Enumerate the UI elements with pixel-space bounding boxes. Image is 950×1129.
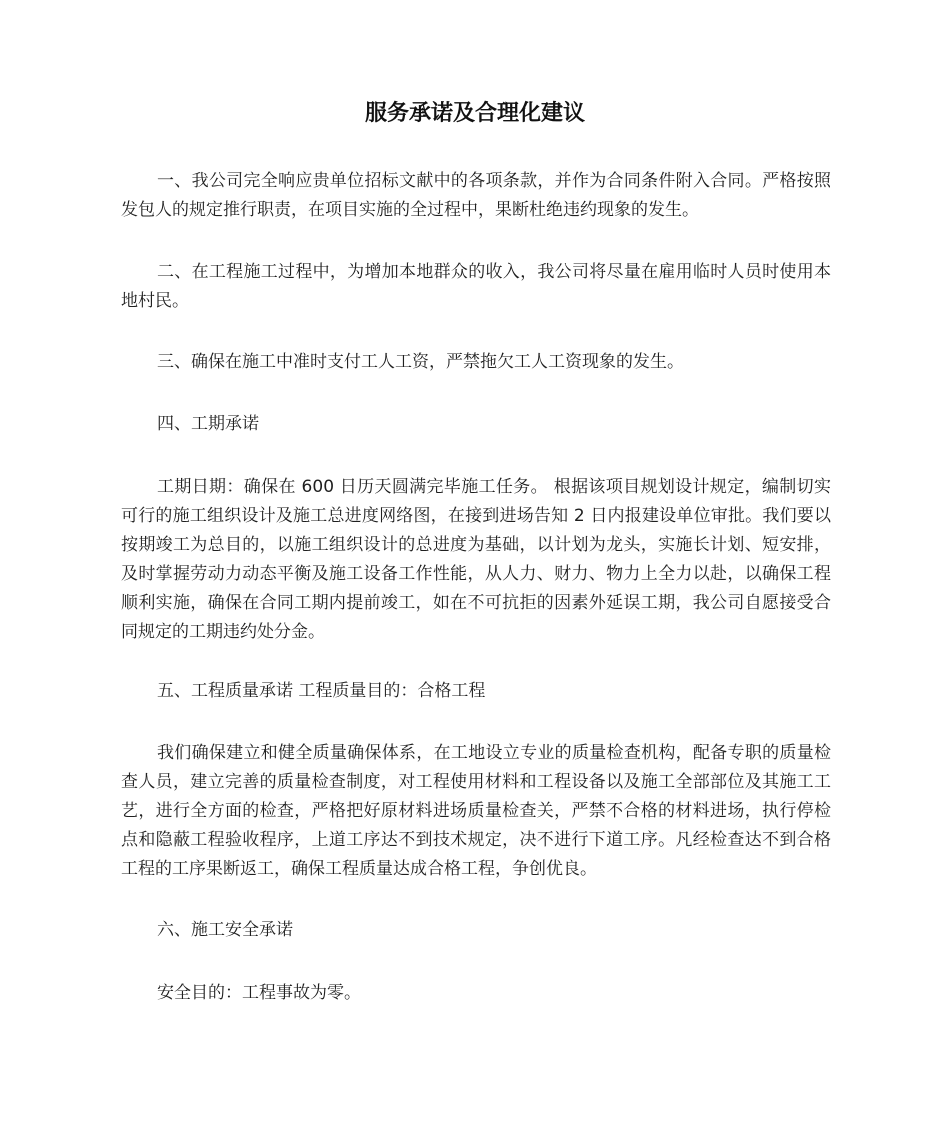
- paragraph-commitment-3: 三、确保在施工中准时支付工人工资，严禁拖欠工人工资现象的发生。: [157, 352, 684, 372]
- paragraph-safety-goal: 安全目的：工程事故为零。: [157, 983, 361, 1003]
- paragraph-commitment-2: 二、在工程施工过程中，为增加本地群众的收入，我公司将尽量在雇用临时人员时使用本地村民。: [121, 262, 831, 311]
- paragraph-commitment-1: 一、我公司完全响应贵单位招标文献中的各项条款，并作为合同条件附入合同。严格按照发包人的规定推行职责，在项目实施的全过程中，果断杜绝违约现象的发生。: [121, 171, 831, 220]
- section-heading-quality: 五、工程质量承诺 工程质量目的：合格工程: [157, 681, 486, 701]
- section-heading-schedule: 四、工期承诺: [157, 414, 259, 434]
- paragraph-schedule: 工期日期：确保在 600 日历天圆满完毕施工任务。 根据该项目规划设计规定，编制切实可行的施工组织设计及施工总进度网络图，在接到进场告知 2 日内报建设单位审批。我们要以按期竣工为总目的，以施工组织设计的总进度为基础，以计划为龙头，实施长计划、短安排，及时掌握劳动力动态平衡及施工设备工作性能，从人力、财力、物力上全力以赴，以确保工程顺利实施，确保在合同工期内提前竣工，如在不可抗拒的因素外延误工期，我公司自愿接受合同规定的工期违约处分金。: [121, 477, 831, 642]
- section-heading-safety: 六、施工安全承诺: [157, 920, 293, 940]
- document-title: 服务承诺及合理化建议: [364, 101, 585, 126]
- paragraph-quality: 我们确保建立和健全质量确保体系，在工地设立专业的质量检查机构，配备专职的质量检查人员，建立完善的质量检查制度，对工程使用材料和工程设备以及施工全部部位及其施工工艺，进行全方面的检查，严格把好原材料进场质量检查关，严禁不合格的材料进场，执行停检点和隐蔽工程验收程序，上道工序达不到技术规定，决不进行下道工序。凡经检查达不到合格工程的工序果断返工，确保工程质量达成合格工程，争创优良。: [121, 743, 831, 879]
